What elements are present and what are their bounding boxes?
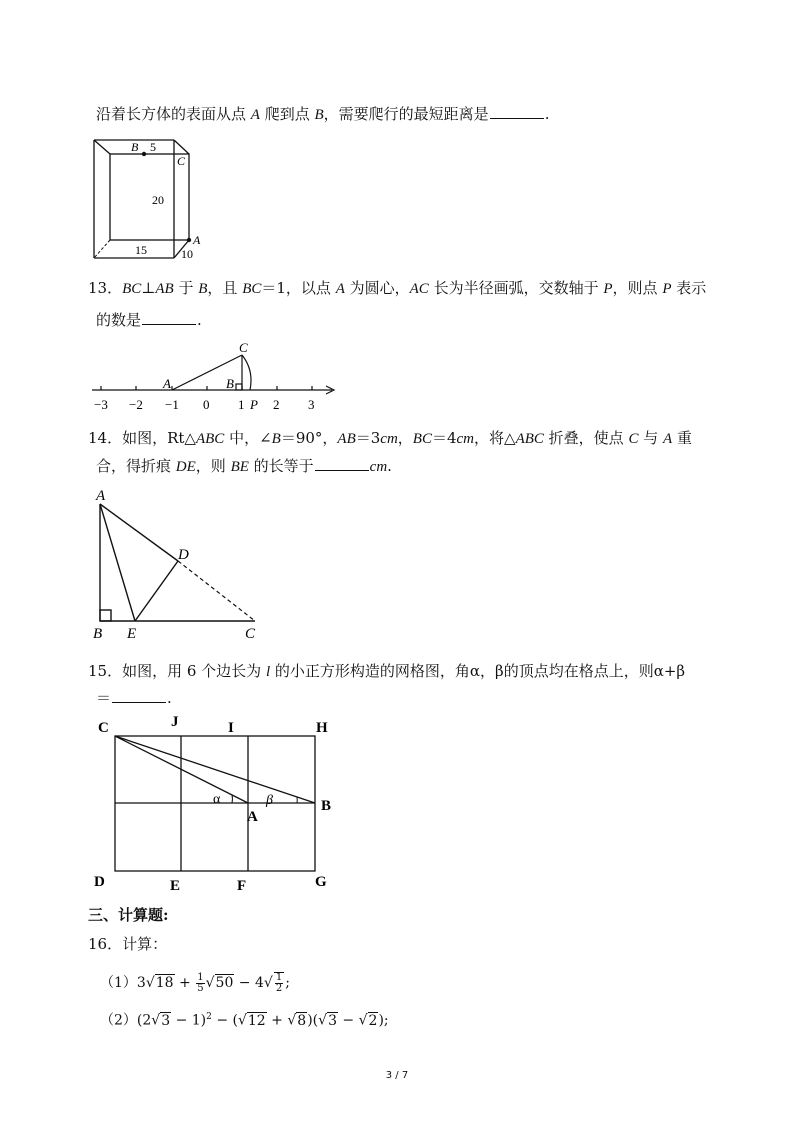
answer-blank[interactable] [142, 310, 196, 325]
q14-line1: 14．如图，Rt△ABC 中，∠B＝90°，AB＝3cm，BC＝4cm，将△ABC 折叠，使点 C 与 A 重 [88, 429, 692, 447]
label-b: B [321, 798, 332, 814]
label-15: 15 [135, 243, 147, 257]
label-a: A [163, 376, 171, 391]
answer-blank[interactable] [112, 688, 166, 703]
label-5: 5 [150, 140, 156, 154]
q14-line2: 合，得折痕 DE，则 BE 的长等于 cm. [96, 457, 392, 475]
label-a: A [193, 233, 201, 247]
label-e: E [127, 626, 137, 642]
label-alpha: α [213, 792, 221, 807]
section-heading: 三、计算题: [88, 906, 169, 924]
label-c: C [177, 154, 186, 168]
q15-line2: ＝ . [96, 689, 172, 707]
q16-part1: （1）3√18 + $\frac{1}{5}$ √50 − 4√ $\frac{1}{2}$ ; [100, 971, 290, 994]
label-i: I [228, 720, 234, 736]
fraction: $\frac{1}{5}$ [197, 971, 204, 994]
answer-blank[interactable] [490, 104, 544, 119]
q13-line1: 13．BC⊥AB 于 B，且 BC＝1，以点 A 为圆心，AC 长为半径画弧，交数轴于 P，则点 P 表示 [88, 279, 707, 297]
label-j: J [171, 714, 179, 730]
label-e: E [170, 878, 181, 894]
label-c: C [245, 626, 256, 642]
label-10: 10 [181, 247, 193, 261]
label-b: B [131, 140, 139, 154]
label-b: B [226, 376, 234, 391]
triangle-fold-figure [90, 486, 270, 646]
page-number: 3 / 7 [385, 1070, 409, 1081]
tick-label: −1 [165, 397, 179, 412]
cuboid-figure [80, 134, 210, 264]
point-a-dot [187, 238, 191, 242]
label-p: P [250, 397, 258, 412]
tick-label: 2 [273, 397, 280, 412]
answer-blank[interactable] [315, 456, 369, 471]
q13-line2: 的数是 . [96, 311, 202, 329]
label-d: D [178, 547, 189, 563]
label-b: B [93, 626, 103, 642]
label-h: H [316, 720, 328, 736]
tick-label: −2 [129, 397, 143, 412]
tick-label: 1 [238, 397, 245, 412]
tick-label: 0 [203, 397, 210, 412]
label-beta: β [266, 793, 273, 808]
tick-label: 3 [308, 397, 315, 412]
label-c: C [239, 340, 248, 355]
number-line-figure [86, 336, 346, 416]
q12-line: 沿着长方体的表面从点 A 爬到点 B，需要爬行的最短距离是 . [96, 105, 550, 123]
q15-line1: 15．如图，用 6 个边长为 l 的小正方形构造的网格图，角α，β的顶点均在格点上，则α+β [88, 662, 686, 680]
label-c: C [98, 720, 109, 736]
grid-figure [90, 712, 350, 894]
label-f: F [237, 878, 247, 894]
q16-title: 16．计算： [88, 935, 168, 953]
label-g: G [315, 874, 327, 890]
label-a: A [247, 809, 258, 825]
fraction: $\frac{1}{2}$ [275, 972, 283, 994]
label-d: D [94, 874, 105, 890]
label-20: 20 [152, 193, 164, 207]
point-b-dot [142, 152, 146, 156]
tick-label: −3 [94, 397, 108, 412]
q16-part2: $(2)(2√3 - 1)^2 - (√12 + √8)(√3 - √2)$; [100, 1012, 389, 1029]
label-a: A [96, 488, 106, 504]
